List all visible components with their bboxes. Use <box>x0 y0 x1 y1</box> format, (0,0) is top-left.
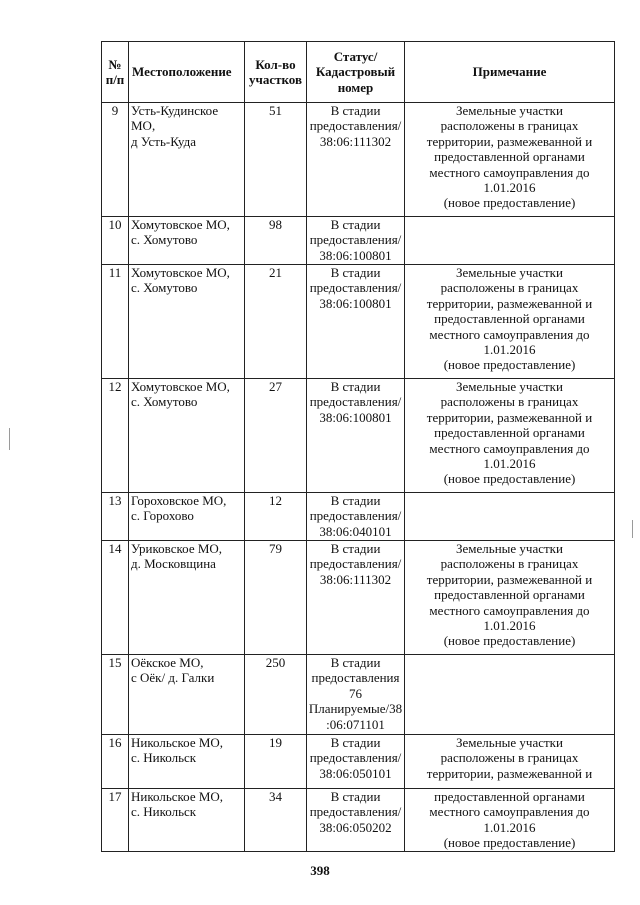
cell-line: предоставленной органами <box>434 587 585 603</box>
cell-line: с Оёк/ д. Галки <box>131 670 215 686</box>
status-cadastral-cell <box>307 379 405 493</box>
cell-line: Земельные участки <box>456 265 563 280</box>
cell-line: МО, <box>131 118 156 134</box>
cell-line: 1.01.2016 <box>483 180 536 196</box>
scan-edge-mark <box>632 520 633 538</box>
table-row <box>102 103 615 217</box>
cell-line: с. Хомутово <box>131 232 198 248</box>
cell-line: Земельные участки <box>456 379 563 394</box>
status-cadastral-cell <box>307 655 405 735</box>
row-number-cell <box>102 541 129 655</box>
cell-line: предоставленной органами <box>434 311 585 327</box>
cell-line: Оёкское МО, <box>131 655 204 670</box>
cell-line: предоставленной органами <box>434 149 585 165</box>
cell-line: № <box>108 56 122 72</box>
cell-line: территории, размежеванной и <box>426 571 593 587</box>
cell-line: номер <box>337 79 374 95</box>
row-number: 14 <box>108 541 122 556</box>
row-number-cell <box>102 379 129 493</box>
cell-line: 38:06:100801 <box>319 409 392 425</box>
plot-count-cell <box>245 789 307 852</box>
cell-line: расположены в границах <box>440 750 579 766</box>
cell-line: 38:06:050202 <box>319 819 392 835</box>
table-row <box>102 493 615 541</box>
cell-line: п/п <box>105 72 125 87</box>
table-row <box>102 735 615 789</box>
cell-line: Местоположение <box>132 64 232 80</box>
cell-line: территории, размежеванной и <box>426 295 593 311</box>
row-number-cell <box>102 103 129 217</box>
cell-line: территории, размежеванной и <box>426 409 593 425</box>
cell-line: :06:071101 <box>326 716 385 732</box>
cell-line: 38:06:040101 <box>319 523 392 539</box>
cell-line: Примечание <box>472 64 547 80</box>
cell-line: (новое предоставление) <box>443 195 576 211</box>
cell-line: расположены в границах <box>440 280 579 296</box>
cell-line: предоставления/ <box>309 118 402 134</box>
cell-line: В стадии <box>330 541 381 556</box>
status-cadastral-cell <box>307 103 405 217</box>
page-number: 398 <box>310 863 330 878</box>
header-status <box>307 42 405 103</box>
cell-line: с. Горохово <box>131 508 194 524</box>
cell-line: Гороховское МО, <box>131 493 227 508</box>
cell-line: с. Хомутово <box>131 394 198 410</box>
table-header-row <box>102 42 615 103</box>
cell-line: 38:06:111302 <box>319 133 392 149</box>
plot-count: 79 <box>269 541 282 556</box>
plot-count: 98 <box>269 217 282 232</box>
location-cell <box>129 735 245 789</box>
plot-count-cell <box>245 103 307 217</box>
note-cell <box>405 493 615 541</box>
header-count <box>245 42 307 103</box>
plot-count: 34 <box>269 789 282 804</box>
cell-line: В стадии <box>330 789 381 804</box>
cell-line: Никольское МО, <box>131 789 224 804</box>
cell-line: Земельные участки <box>456 541 563 556</box>
location-cell <box>129 103 245 217</box>
header-num <box>102 42 129 103</box>
row-number: 12 <box>108 379 122 394</box>
cell-line: В стадии <box>330 379 381 394</box>
plot-count-cell <box>245 493 307 541</box>
location-cell <box>129 655 245 735</box>
cell-line: Хомутовское МО, <box>131 379 230 394</box>
cell-line: В стадии <box>330 735 381 750</box>
status-cadastral-cell <box>307 789 405 852</box>
cell-line: предоставленной органами <box>434 789 585 804</box>
plot-count: 51 <box>269 103 282 118</box>
cell-line: (новое предоставление) <box>443 633 576 649</box>
cell-line: предоставления/ <box>309 804 402 820</box>
row-number-cell <box>102 789 129 852</box>
cell-line: 38:06:111302 <box>319 571 392 587</box>
plot-count-cell <box>245 265 307 379</box>
cell-line: Земельные участки <box>456 103 563 118</box>
table-body <box>102 103 615 852</box>
row-number: 15 <box>108 655 122 670</box>
row-number: 9 <box>111 103 119 118</box>
cell-line: территории, размежеванной и <box>426 765 593 781</box>
cell-line: Кадастровый <box>315 64 396 80</box>
cell-line: местного самоуправления до <box>429 602 590 618</box>
status-cadastral-cell <box>307 735 405 789</box>
cell-line: Хомутовское МО, <box>131 217 230 232</box>
location-cell <box>129 789 245 852</box>
cell-line: местного самоуправления до <box>429 804 590 820</box>
cell-line: 38:06:100801 <box>319 295 392 311</box>
cell-line: территории, размежеванной и <box>426 133 593 149</box>
status-cadastral-cell <box>307 265 405 379</box>
header-location <box>129 42 245 103</box>
plot-count-cell <box>245 735 307 789</box>
status-cadastral-cell <box>307 493 405 541</box>
cell-line: 1.01.2016 <box>483 819 536 835</box>
cell-line: Статус/ <box>333 48 378 64</box>
plot-count-cell <box>245 655 307 735</box>
table-row <box>102 265 615 379</box>
note-cell <box>405 789 615 852</box>
cell-line: предоставления/ <box>309 750 402 766</box>
note-cell <box>405 379 615 493</box>
cell-line: с. Хомутово <box>131 280 198 296</box>
cell-line: (новое предоставление) <box>443 835 576 851</box>
header-note <box>405 42 615 103</box>
cell-line: 76 <box>349 685 362 701</box>
row-number: 13 <box>108 493 122 508</box>
table-row <box>102 379 615 493</box>
cell-line: 38:06:050101 <box>319 765 392 781</box>
cell-line: с. Никольск <box>131 750 197 766</box>
row-number: 11 <box>108 265 122 280</box>
location-cell <box>129 217 245 265</box>
cell-line: местного самоуправления до <box>429 440 590 456</box>
row-number-cell <box>102 217 129 265</box>
row-number: 10 <box>108 217 122 232</box>
table-row <box>102 541 615 655</box>
table-row <box>102 789 615 852</box>
note-cell <box>405 265 615 379</box>
cell-line: местного самоуправления до <box>429 164 590 180</box>
cell-line: 1.01.2016 <box>483 342 536 358</box>
cell-line: предоставления/ <box>309 508 402 524</box>
table-row <box>102 217 615 265</box>
cell-line: предоставления/ <box>309 556 402 572</box>
plot-count-cell <box>245 217 307 265</box>
plot-count: 250 <box>265 655 286 670</box>
cell-line: расположены в границах <box>440 394 579 410</box>
cell-line: расположены в границах <box>440 556 579 572</box>
table-row <box>102 655 615 735</box>
location-cell <box>129 379 245 493</box>
row-number: 17 <box>108 789 122 804</box>
row-number: 16 <box>108 735 122 750</box>
note-cell <box>405 103 615 217</box>
row-number-cell <box>102 265 129 379</box>
cell-line: местного самоуправления до <box>429 326 590 342</box>
cell-line: В стадии <box>330 265 381 280</box>
cell-line: д. Московщина <box>131 556 216 572</box>
cell-line: Хомутовское МО, <box>131 265 230 280</box>
plot-count: 27 <box>269 379 282 394</box>
plot-count-cell <box>245 541 307 655</box>
cell-line: предоставленной органами <box>434 425 585 441</box>
cell-line: 38:06:100801 <box>319 247 392 263</box>
cell-line: Земельные участки <box>456 735 563 750</box>
note-cell <box>405 217 615 265</box>
note-cell <box>405 735 615 789</box>
plot-count: 21 <box>269 265 282 280</box>
row-number-cell <box>102 655 129 735</box>
cell-line: участков <box>248 72 302 87</box>
location-cell <box>129 265 245 379</box>
cell-line: предоставления/ <box>309 394 402 410</box>
cell-line: предоставления/ <box>309 280 402 296</box>
cell-line: В стадии <box>330 103 381 118</box>
plot-count: 12 <box>269 493 282 508</box>
plot-count-cell <box>245 379 307 493</box>
status-cadastral-cell <box>307 541 405 655</box>
cell-line: В стадии <box>330 493 381 508</box>
cell-line: Уриковское МО, <box>131 541 223 556</box>
cell-line: предоставления/ <box>309 232 402 248</box>
cell-line: В стадии <box>330 217 381 232</box>
scan-edge-mark <box>9 428 10 450</box>
cell-line: Кол-во <box>255 56 296 72</box>
note-cell <box>405 541 615 655</box>
row-number-cell <box>102 735 129 789</box>
plot-count: 19 <box>269 735 282 750</box>
cell-line: с. Никольск <box>131 804 197 820</box>
note-cell <box>405 655 615 735</box>
location-cell <box>129 493 245 541</box>
cell-line: (новое предоставление) <box>443 357 576 373</box>
cell-line: расположены в границах <box>440 118 579 134</box>
cell-line: 1.01.2016 <box>483 456 536 472</box>
cell-line: В стадии <box>330 655 381 670</box>
cell-line: Усть-Кудинское <box>131 103 219 118</box>
cell-line: предоставления <box>311 670 400 686</box>
land-plots-table <box>101 41 615 852</box>
status-cadastral-cell <box>307 217 405 265</box>
cell-line: (новое предоставление) <box>443 471 576 487</box>
cell-line: Планируемые/38 <box>308 701 403 717</box>
cell-line: 1.01.2016 <box>483 618 536 634</box>
cell-line: Никольское МО, <box>131 735 224 750</box>
location-cell <box>129 541 245 655</box>
row-number-cell <box>102 493 129 541</box>
cell-line: д Усть-Куда <box>131 133 196 149</box>
